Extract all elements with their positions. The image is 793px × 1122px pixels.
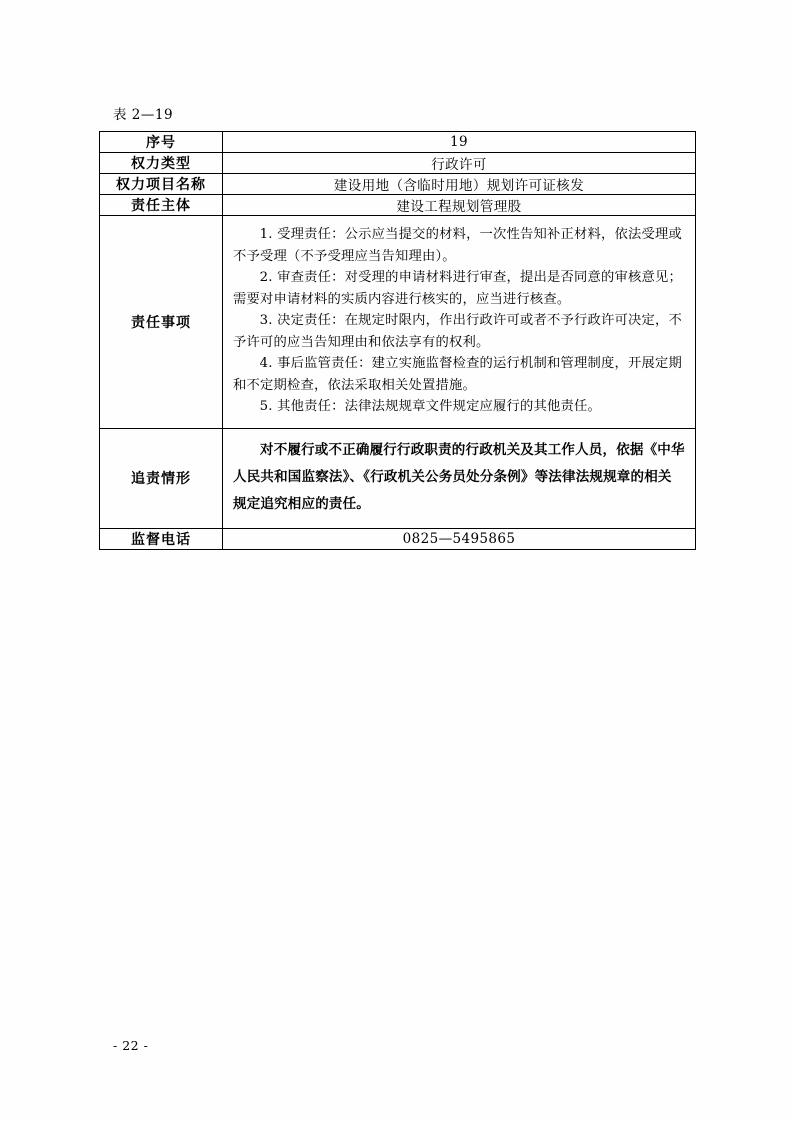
table-caption: 表 2—19	[113, 107, 174, 123]
row-value-责任事项	[223, 216, 696, 429]
row-label-序号: 序号	[100, 132, 223, 153]
row-label-权力类型: 权力类型	[100, 153, 223, 174]
responsibility-item: 1. 受理责任：公示应当提交的材料，一次性告知补正材料，依法受理或不予受理（不予受理应当告知理由）。	[233, 227, 683, 264]
row-label-监督电话: 监督电话	[100, 528, 223, 549]
table-row	[100, 174, 696, 195]
row-value-权力项目名称: 建设用地（含临时用地）规划许可证核发	[223, 174, 696, 195]
table-row	[100, 216, 696, 429]
row-value-权力类型: 行政许可	[223, 153, 696, 174]
power-item-table	[99, 131, 696, 550]
row-label-追责情形: 追责情形	[100, 428, 223, 528]
row-label-权力项目名称: 权力项目名称	[100, 174, 223, 195]
table-row	[100, 528, 696, 549]
responsibility-item: 2. 审查责任：对受理的申请材料进行审查，提出是否同意的审核意见；需要对申请材料的实质内容进行核实的，应当进行核查。	[233, 270, 683, 307]
row-label-责任事项: 责任事项	[100, 216, 223, 429]
row-value-监督电话: 0825—5495865	[223, 528, 696, 549]
row-value-责任主体: 建设工程规划管理股	[223, 195, 696, 216]
row-label-责任主体: 责任主体	[100, 195, 223, 216]
responsibility-item: 4. 事后监管责任：建立实施监督检查的运行机制和管理制度，开展定期和不定期检查，依法采取相关处置措施。	[233, 356, 683, 393]
responsibility-item: 5. 其他责任：法律法规规章文件规定应履行的其他责任。	[259, 399, 602, 415]
row-value-追责情形	[223, 428, 696, 528]
row-value-序号: 19	[223, 132, 696, 153]
table-row	[100, 153, 696, 174]
responsibility-item: 3. 决定责任：在规定时限内，作出行政许可或者不予行政许可决定，不予许可的应当告知理由和依法享有的权利。	[233, 313, 683, 350]
page-number: - 22 -	[113, 1038, 149, 1053]
table-row	[100, 428, 696, 528]
table-row	[100, 195, 696, 216]
accountability-text: 对不履行或不正确履行行政职责的行政机关及其工作人员，依据《中华人民共和国监察法》、《行政机关公务员处分条例》等法律法规规章的相关规定追究相应的责任。	[233, 441, 685, 512]
table-row	[100, 132, 696, 153]
